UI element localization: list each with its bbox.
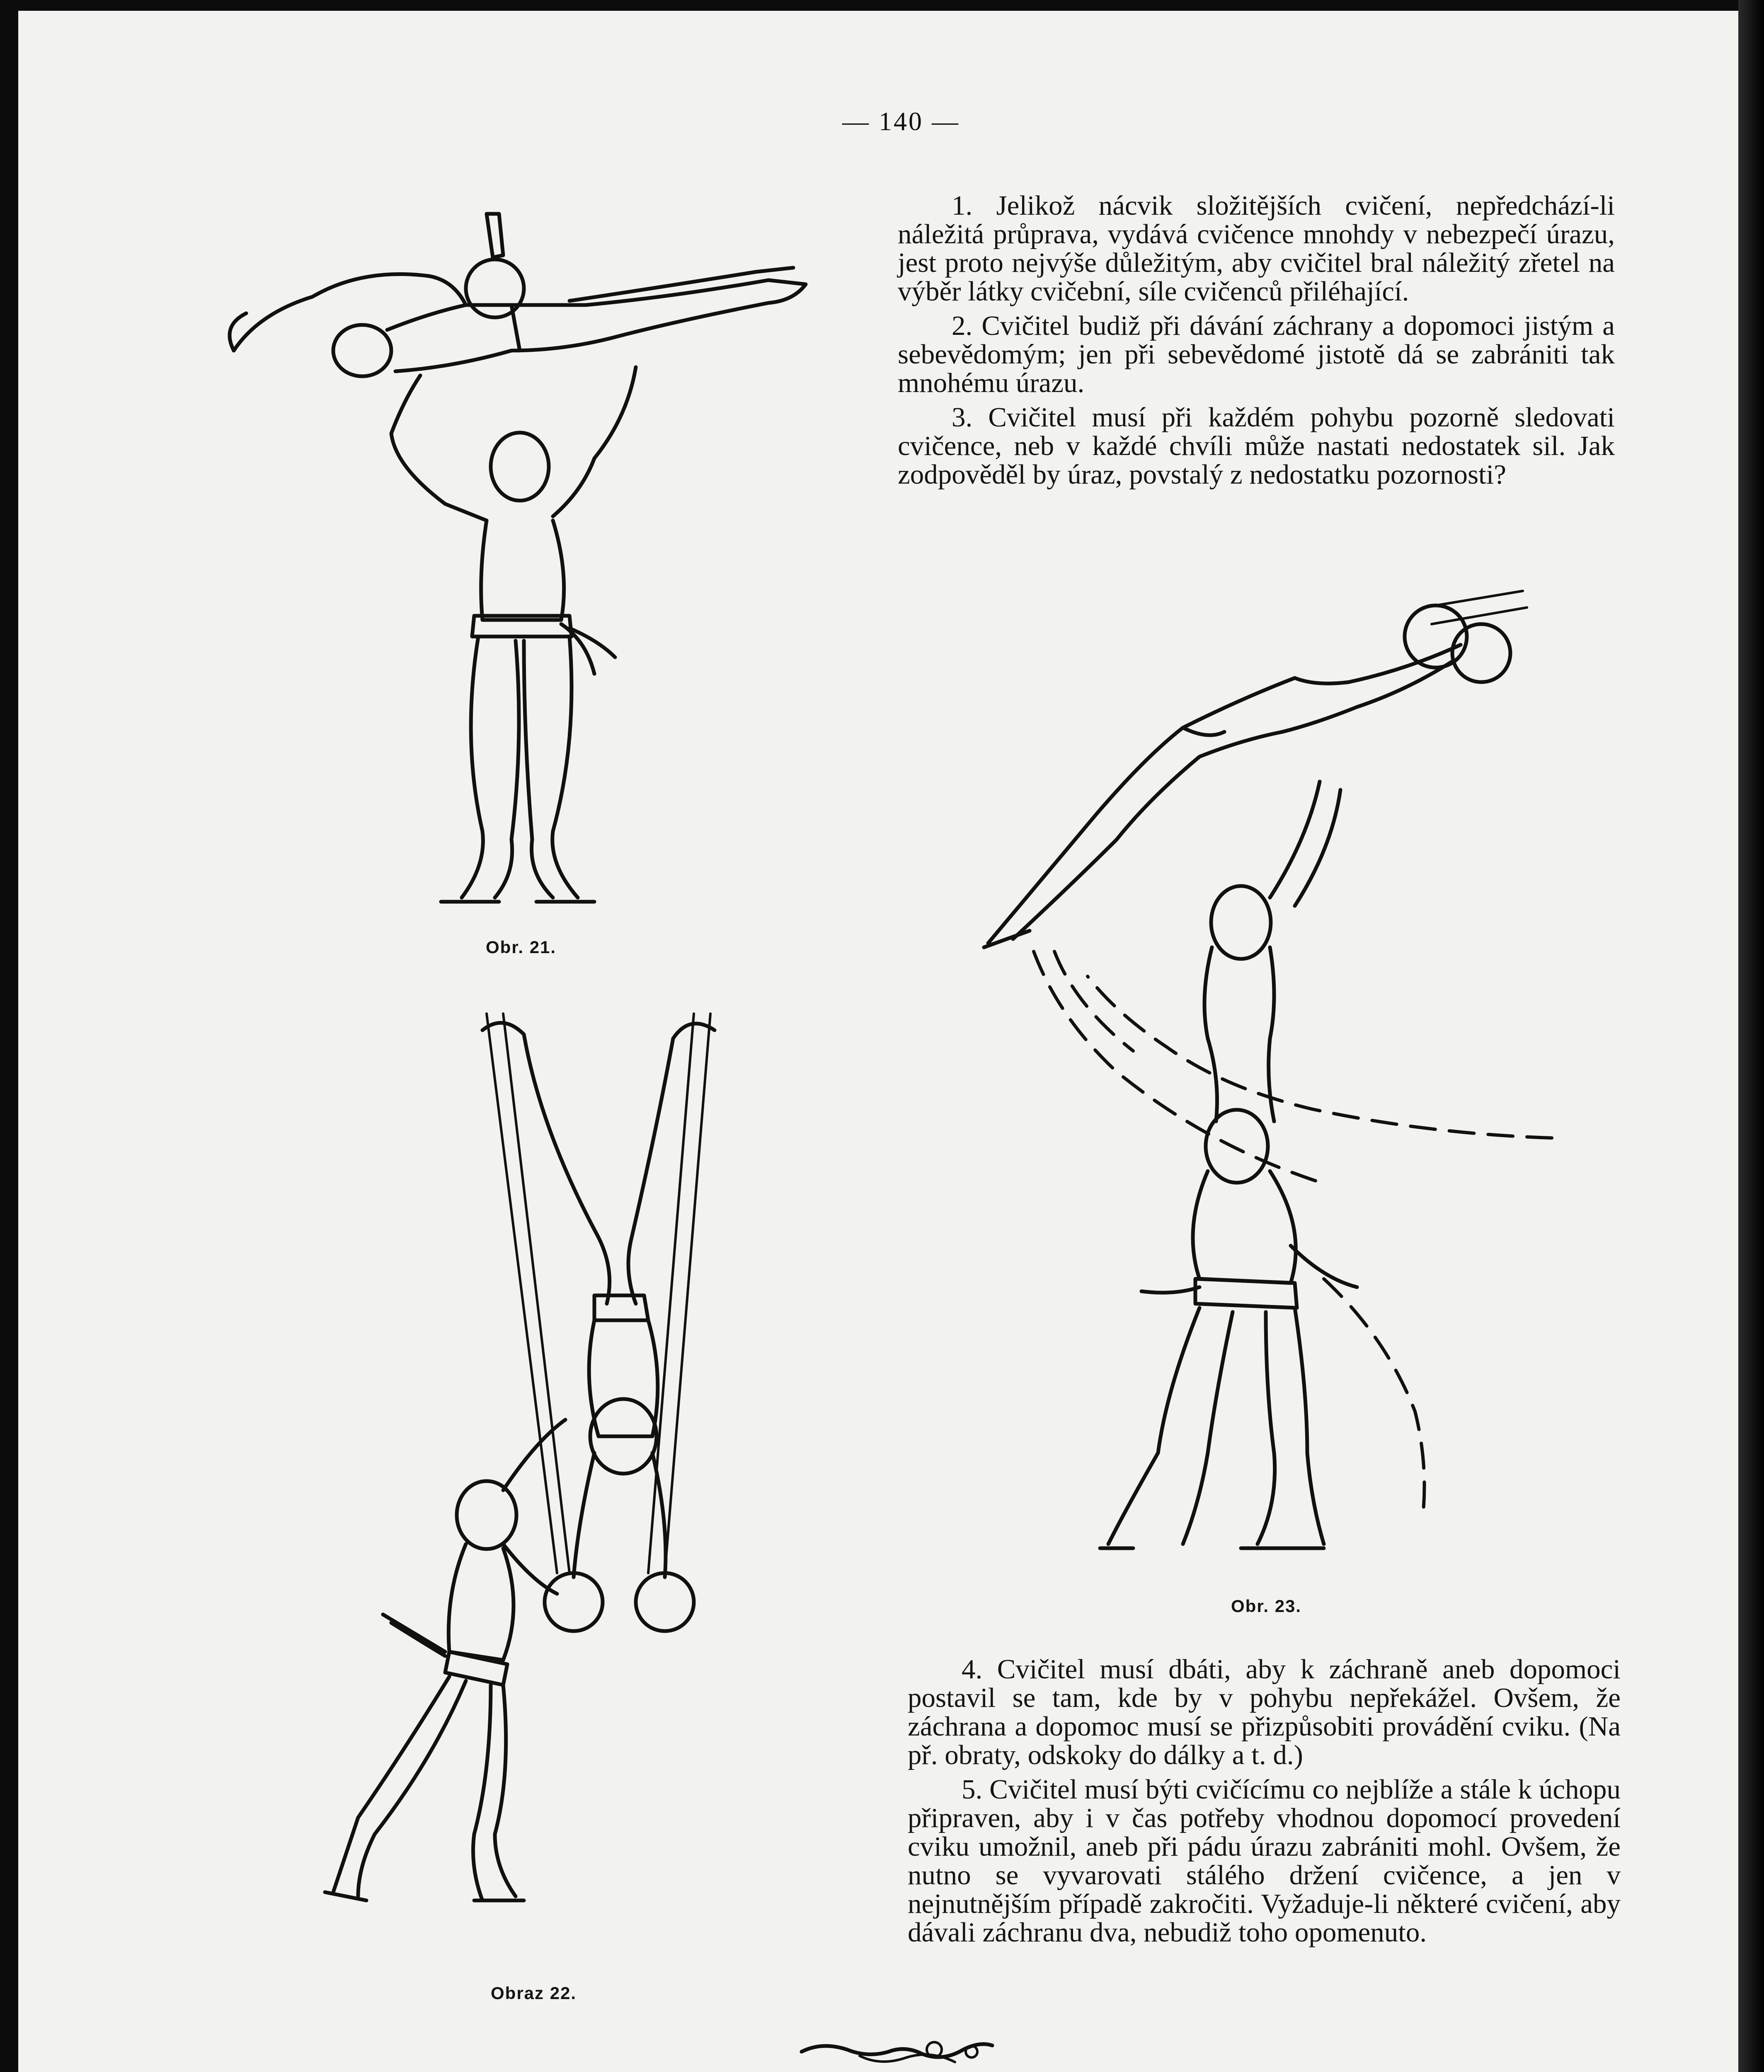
text-block-top — [898, 191, 1615, 495]
figure-22-caption: Obraz 22. — [491, 1983, 577, 2003]
scan-edge — [1738, 0, 1764, 2072]
book-page — [18, 11, 1738, 2072]
figure-21-illustration — [196, 201, 860, 922]
page-number: — 140 — — [842, 107, 960, 136]
figure-23-caption: Obr. 23. — [1231, 1596, 1302, 1616]
tailpiece-ornament-icon — [797, 2033, 996, 2070]
text-block-bottom — [908, 1655, 1621, 1953]
paragraph-2: 2. Cvičitel budiž při dávání záchrany a dopomoci jistým a sebevědomým; jen při sebevědomé jistotě dá se zabrániti tak mnohému úrazu. — [898, 310, 1615, 398]
figure-22-illustration — [308, 1005, 764, 1958]
paragraph-4: 4. Cvičitel musí dbáti, aby k záchraně aneb dopomoci postavil se tam, kde by v pohybu nepřekážel. Ovšem, že záchrana a dopomoc musí se přizpůsobiti provádění cviku. (Na př. obraty, odskoky do dálky a t. d.) — [908, 1654, 1621, 1770]
figure-21-caption: Obr. 21. — [486, 937, 557, 957]
figure-23-illustration — [951, 583, 1606, 1577]
paragraph-3: 3. Cvičitel musí při každém pohybu pozorně sledovati cvičence, neb v každé chvíli může nastati nedostatek sil. Jak zodpověděl by úraz, povstalý z nedostatku pozornosti? — [898, 402, 1615, 490]
paragraph-5: 5. Cvičitel musí býti cvičícímu co nejblíže a stále k úchopu připraven, aby i v čas potřeby vhodnou dopomocí provedení cviku umožnil, aneb při pádu úrazu zabrániti mohl. Ovšem, že nutno se vyvarovati stálého držení cvičence, a jen v nejnutnějším případě zakročiti. Vyžaduje-li některé cvičení, aby dávali záchranu dva, nebudiž toho opomenuto. — [908, 1774, 1621, 1948]
paragraph-1: 1. Jelikož nácvik složitějších cvičení, nepředchází-li náležitá průprava, vydává cvičence mnohdy v nebezpečí úrazu, jest proto nejvýše důležitým, aby cvičitel bral náležitý zřetel na výběr látky cvičební, síle cvičenců přiléhající. — [898, 190, 1615, 307]
